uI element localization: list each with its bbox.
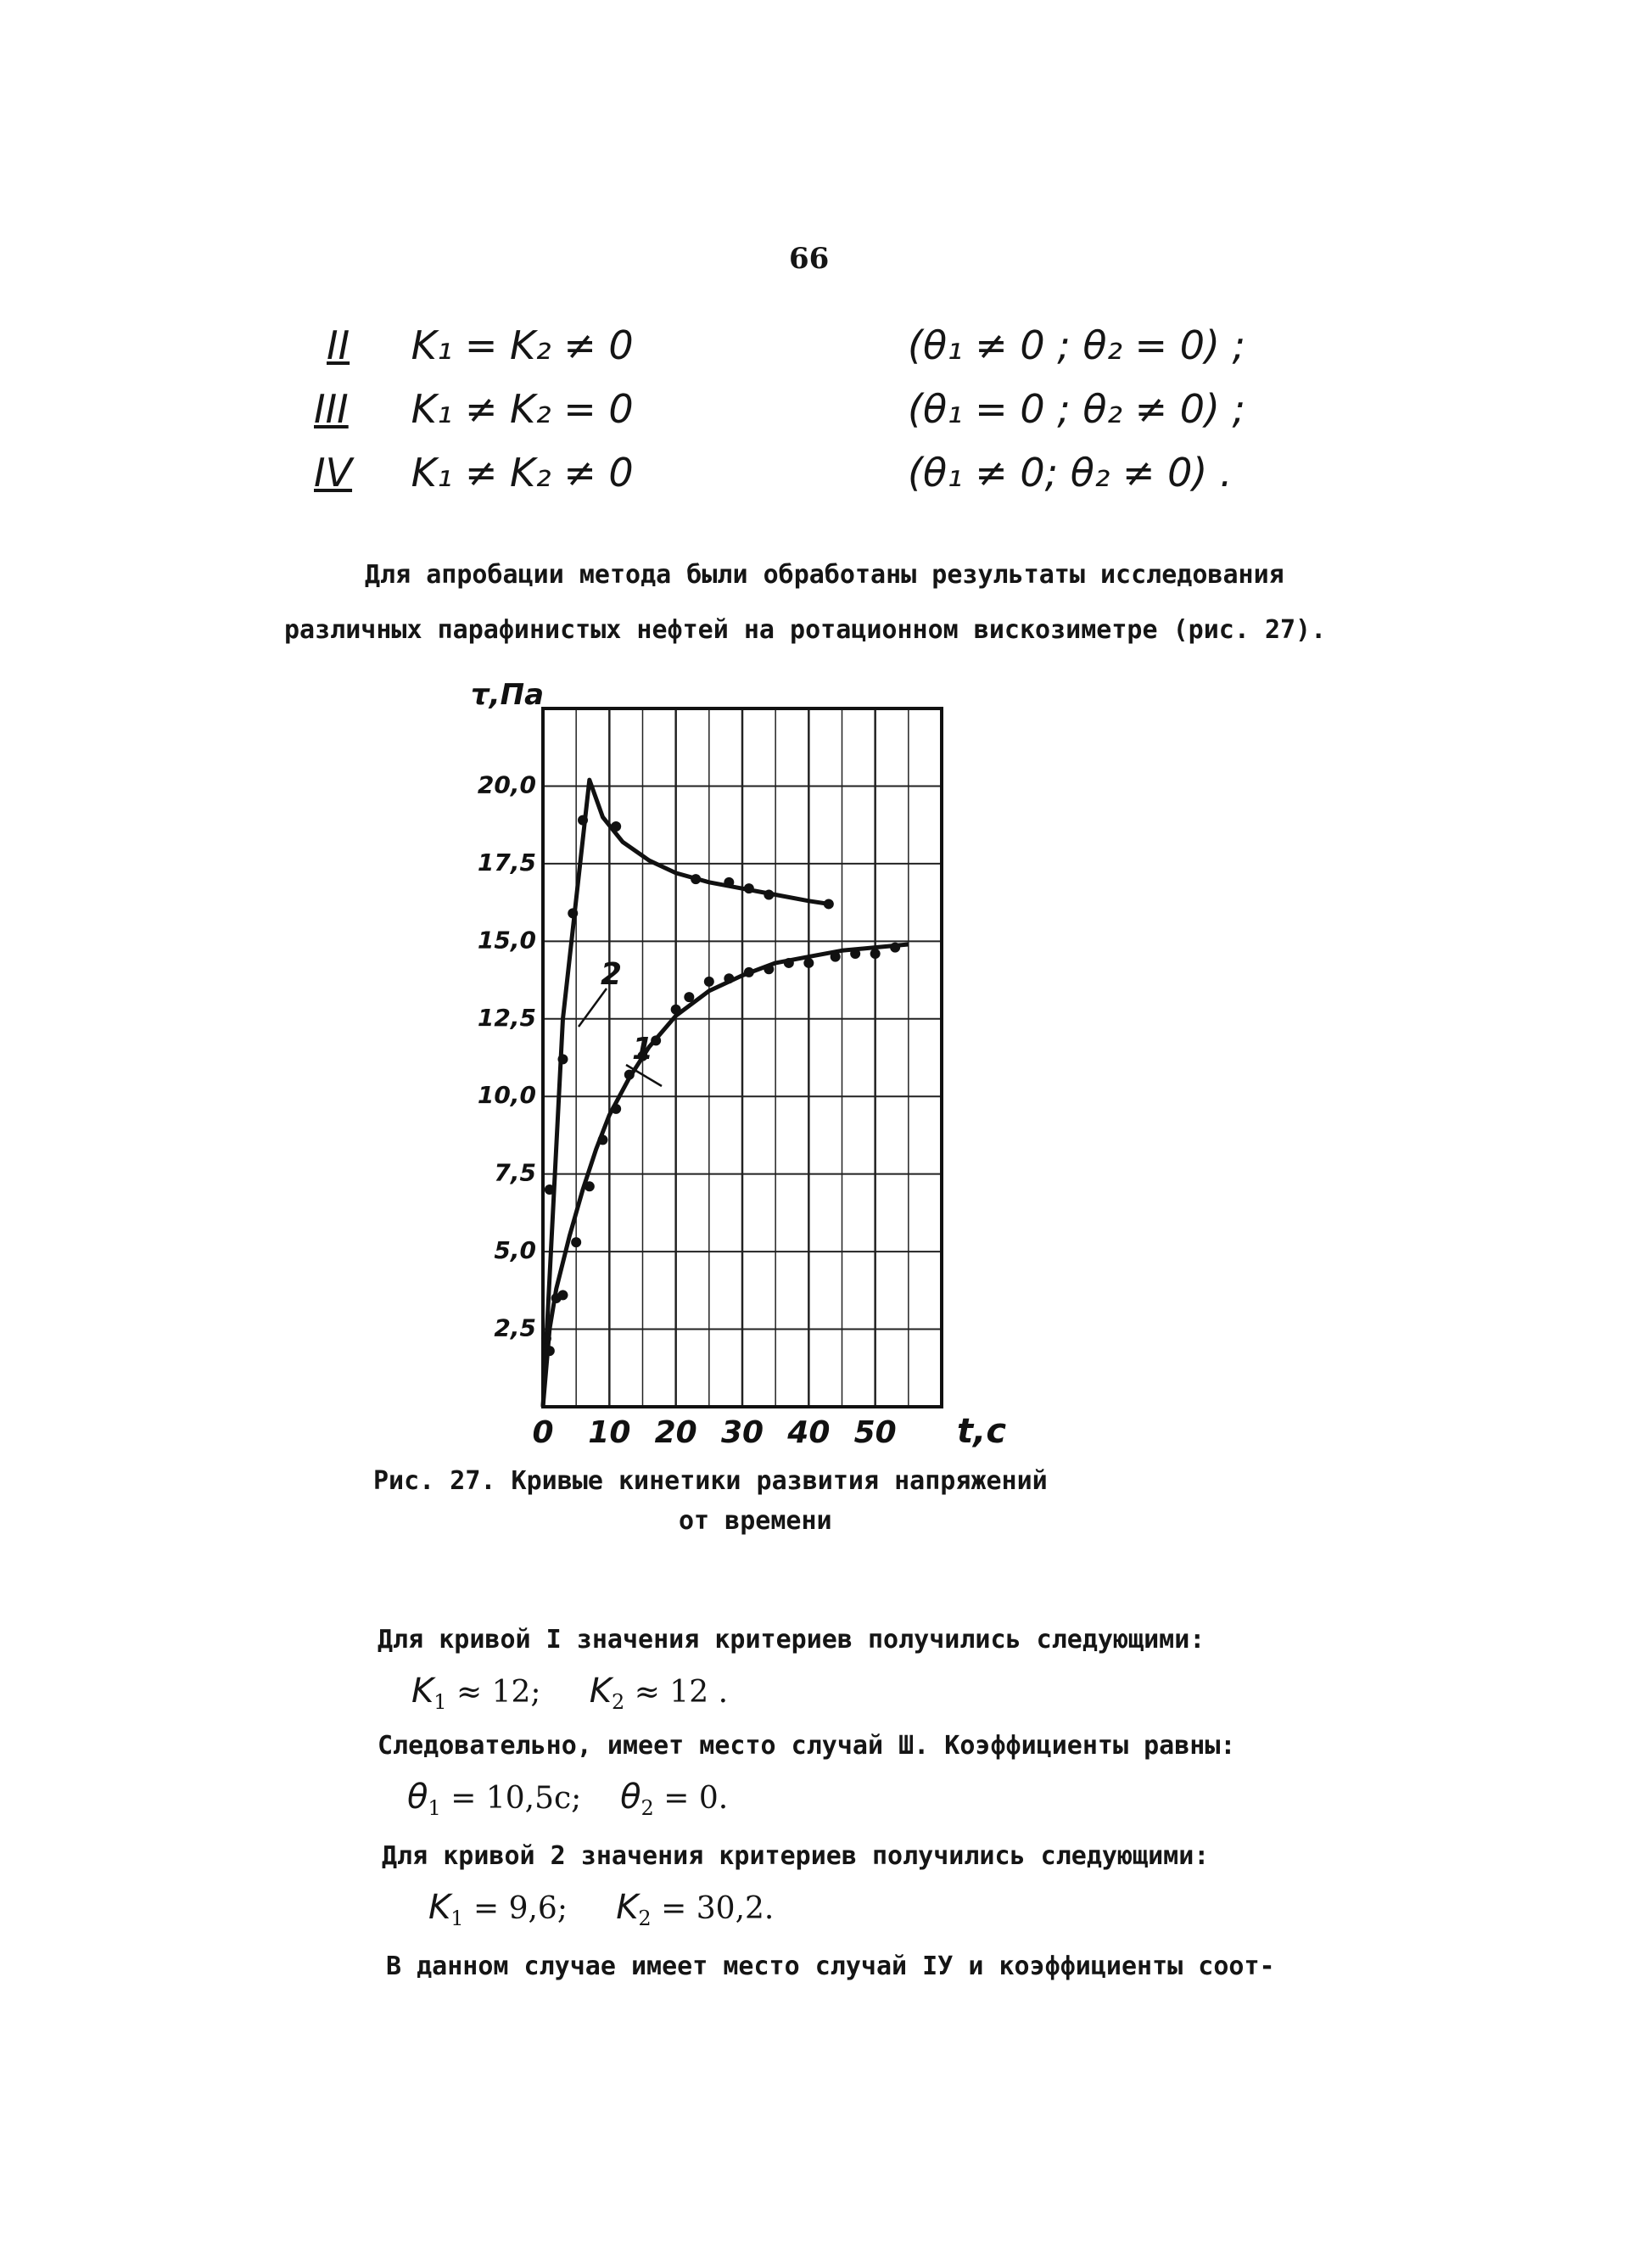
series-2-point bbox=[578, 815, 588, 826]
k1-value: ≈ 12; bbox=[456, 1675, 541, 1710]
curve1-criteria-line: Для кривой I значения критериев получились следующими: bbox=[378, 1625, 1205, 1655]
series-1-point bbox=[624, 1070, 635, 1080]
case-roman: II bbox=[327, 322, 350, 368]
k1-subscript: 1 bbox=[434, 1690, 447, 1715]
k2-subscript: 2 bbox=[638, 1907, 652, 1931]
x-tick-label: 0 bbox=[532, 1415, 554, 1450]
series-1-point bbox=[684, 992, 694, 1002]
series-1-curve bbox=[543, 944, 909, 1407]
series-2-curve bbox=[543, 780, 829, 1407]
series-2-point bbox=[824, 899, 834, 909]
curve-label-leader bbox=[579, 988, 607, 1027]
theta1-symbol: θ bbox=[407, 1778, 428, 1817]
k2-symbol: K bbox=[589, 1672, 612, 1711]
k1-subscript: 1 bbox=[450, 1907, 464, 1931]
case-roman: III bbox=[314, 386, 349, 432]
x-tick-label: 10 bbox=[588, 1415, 631, 1450]
figure-caption-line-2: от времени bbox=[679, 1506, 832, 1536]
k2-symbol: K bbox=[616, 1888, 639, 1927]
series-1-point bbox=[585, 1181, 595, 1191]
y-tick-label: 17,5 bbox=[477, 848, 536, 876]
series-2-point bbox=[691, 874, 701, 884]
y-tick-label: 7,5 bbox=[494, 1158, 536, 1187]
theta2-subscript: 2 bbox=[640, 1796, 654, 1821]
intro-line-1: Для апробации метода были обработаны результаты исследования bbox=[365, 560, 1284, 590]
series-2-point bbox=[545, 1184, 555, 1195]
series-1-point bbox=[850, 949, 860, 959]
page-number: 66 bbox=[789, 242, 830, 276]
x-tick-label: 40 bbox=[787, 1415, 831, 1450]
theta1-subscript: 1 bbox=[428, 1796, 441, 1821]
series-1-point bbox=[704, 977, 714, 987]
series-1-point bbox=[784, 958, 794, 968]
series-2-point bbox=[541, 1334, 551, 1344]
k1-symbol: K bbox=[411, 1672, 434, 1711]
y-tick-label: 12,5 bbox=[477, 1003, 536, 1032]
k1-value: = 9,6; bbox=[473, 1891, 568, 1926]
curve2-criteria-line: Для кривой 2 значения критериев получились следующими: bbox=[382, 1841, 1210, 1871]
y-tick-label: 15,0 bbox=[477, 926, 536, 955]
case-thetas: (θ₁ ≠ 0 ; θ₂ = 0) ; bbox=[908, 322, 1246, 368]
last-line: В данном случае имеет место случай IУ и коэффициенты соот- bbox=[386, 1952, 1275, 1981]
series-2-point bbox=[558, 1054, 568, 1064]
curve1-criteria-formula bbox=[411, 1672, 728, 1714]
series-1-point bbox=[831, 952, 841, 962]
y-tick-label: 2,5 bbox=[494, 1313, 536, 1342]
theta2-symbol: θ bbox=[620, 1778, 641, 1817]
series-1-point bbox=[870, 949, 881, 959]
curve-label: 1 bbox=[632, 1032, 654, 1067]
case-thetas: (θ₁ ≠ 0; θ₂ ≠ 0) . bbox=[908, 450, 1233, 496]
theta1-value: = 10,5с; bbox=[450, 1781, 582, 1816]
theta2-value: = 0. bbox=[663, 1781, 729, 1816]
k1-symbol: K bbox=[428, 1888, 451, 1927]
k2-value: = 30,2. bbox=[661, 1891, 775, 1926]
theta-formula bbox=[407, 1778, 728, 1820]
figure-caption-line-1: Рис. 27. Кривые кинетики развития напряжений bbox=[373, 1466, 1048, 1496]
series-2-point bbox=[744, 883, 754, 893]
series-1-point bbox=[724, 973, 734, 983]
case-thetas: (θ₁ = 0 ; θ₂ ≠ 0) ; bbox=[908, 386, 1246, 432]
series-1-point bbox=[671, 1005, 681, 1015]
y-tick-label: 5,0 bbox=[494, 1236, 536, 1265]
series-1-point bbox=[598, 1134, 608, 1145]
intro-line-2: различных парафинистых нефтей на ротационном вискозиметре (рис. 27). bbox=[284, 615, 1327, 645]
series-2-point bbox=[568, 908, 578, 918]
curve-label: 2 bbox=[601, 957, 623, 992]
case-condition: K₁ = K₂ ≠ 0 bbox=[411, 322, 634, 368]
series-2-point bbox=[724, 877, 734, 888]
case-condition: K₁ ≠ K₂ ≠ 0 bbox=[411, 450, 634, 496]
series-1-point bbox=[744, 967, 754, 977]
case-roman: IV bbox=[314, 450, 353, 496]
series-1-point bbox=[890, 943, 900, 953]
series-2-point bbox=[611, 821, 621, 832]
curve2-criteria-formula bbox=[428, 1888, 774, 1930]
y-tick-label: 20,0 bbox=[477, 770, 536, 799]
y-tick-label: 10,0 bbox=[477, 1081, 536, 1110]
x-axis-label: t,с bbox=[957, 1412, 1007, 1451]
series-1-point bbox=[571, 1237, 581, 1247]
x-tick-label: 20 bbox=[654, 1415, 697, 1450]
series-1-point bbox=[764, 964, 774, 974]
k2-value: ≈ 12 . bbox=[634, 1675, 729, 1710]
x-tick-label: 30 bbox=[720, 1415, 764, 1450]
series-1-point bbox=[558, 1290, 568, 1300]
x-tick-label: 50 bbox=[853, 1415, 897, 1450]
series-2-point bbox=[764, 889, 774, 899]
k2-subscript: 2 bbox=[611, 1690, 625, 1715]
case-condition: K₁ ≠ K₂ = 0 bbox=[411, 386, 634, 432]
series-1-point bbox=[611, 1104, 621, 1114]
series-1-point bbox=[803, 958, 814, 968]
y-axis-label: τ,Па bbox=[471, 678, 545, 712]
consequently-line: Следовательно, имеет место случай Ш. Коэффициенты равны: bbox=[378, 1731, 1236, 1761]
